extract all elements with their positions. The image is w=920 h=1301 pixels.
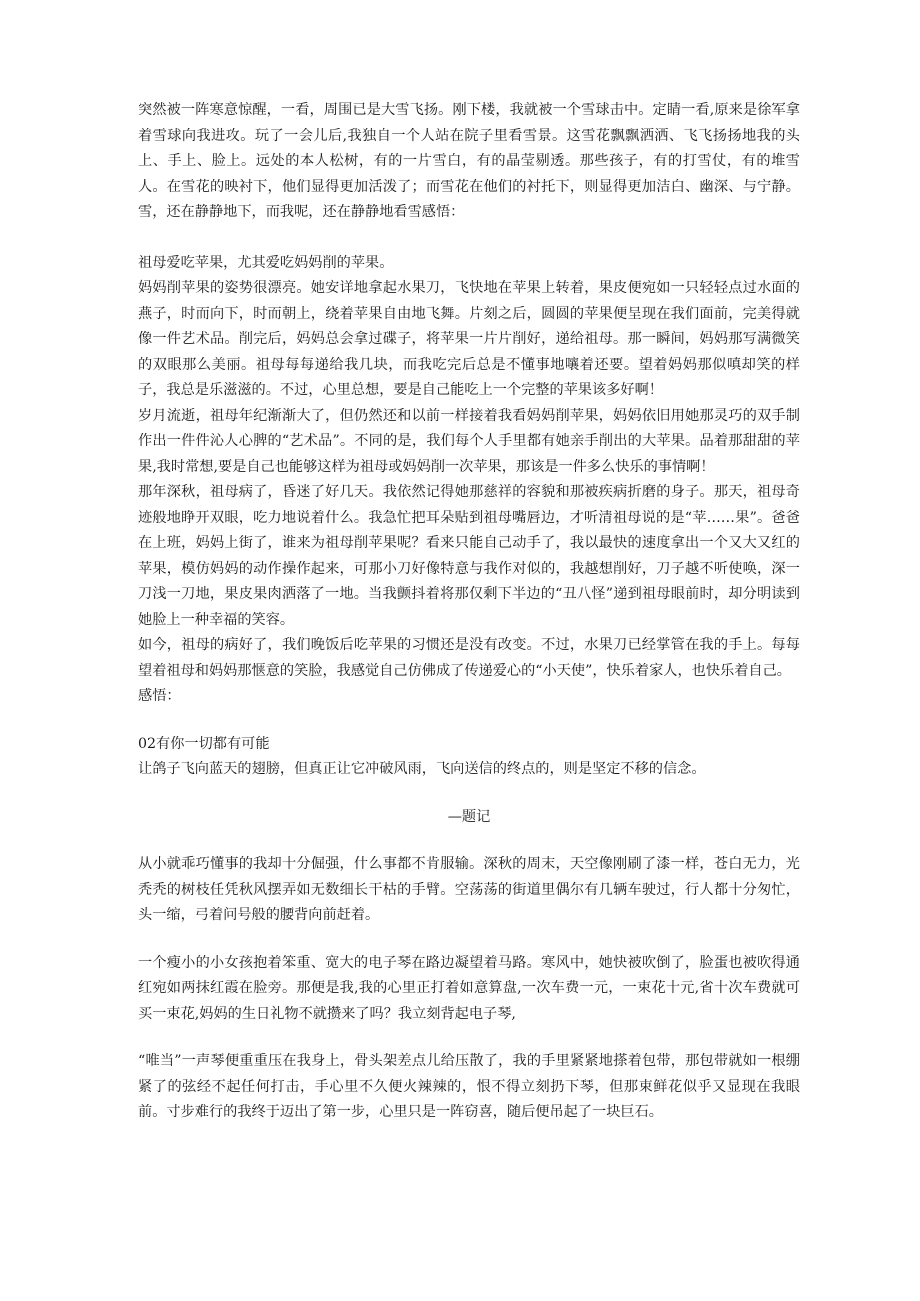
paragraph-heavy-keyboard: “唯当”一声琴便重重压在我身上，骨头架差点儿给压散了，我的手里紧紧地搽着包带，那包带就如一根绷紧了的弦经不起任何打击，手心里不久便火辣辣的，恨不得立刻扔下琴，但那束鲜花似乎又显现在我眼前。寸步难行的我终于迈出了第一步，心里只是一阵窃喜，随后便吊起了一块巨石。 [138,1053,800,1120]
paragraph-years-pass: 岁月流逝，祖母年纪渐渐大了，但仍然还和以前一样接着我看妈妈削苹果，妈妈依旧用她那灵巧的双手制作出一件件沁人心脾的“艺术品”。不同的是，我们每个人手里都有她亲手削出的大苹果。品着那甜甜的苹果,我时常想,要是自己也能够这样为祖母或妈妈削一次苹果，那该是一件多么快乐的事情啊！ [138,407,800,475]
epigraph-attribution: —题记 [447,808,491,825]
paragraph-grandma-ill: 那年深秋，祖母病了，昏迷了好几天。我依然记得她那慈祥的容貌和那被疾病折磨的身子。那天，祖母奇迹般地睁开双眼，吃力地说着什么。我急忙把耳朵贴到祖母嘴唇边，才听清祖母说的是“苹……果”。爸爸在上班，妈妈上街了，谁来为祖母削苹果呢？看来只能自己动手了，我以最快的速度拿出一个又大又红的苹果，模仿妈妈的动作操作起来，可那小刀好像特意与我作对似的，我越想削好，刀子越不听使唤，深一刀浅一刀地，果皮果肉洒落了一地。当我颤抖着将那仅剩下半边的“丑八怪”递到祖母眼前时，却分明读到她脸上一种幸福的笑容。 [138,484,800,628]
spacer [138,783,800,805]
paragraph-snow-intro: 突然被一阵寒意惊醒，一看，周围已是大雪飞扬。刚下楼，我就被一个雪球击中。定睛一看,原来是徐军拿着雪球向我进攻。玩了一会儿后,我独自一个人站在院子里看雪景。这雪花飘飘洒洒、飞飞扬扬地我的头上、手上、脸上。远处的本人松树，有的一片雪白，有的晶莹剔透。那些孩子，有的打雪仗，有的堆雪人。在雪花的映衬下，他们显得更加活泼了；而雪花在他们的衬托下，则显得更加洁白、幽深、与宁静。雪，还在静静地下，而我呢，还在静静地看雪感悟： [138,102,800,220]
spacer [138,830,800,852]
paragraph-mom-peeling: 妈妈削苹果的姿势很漂亮。她安详地拿起水果刀，飞快地在苹果上转着，果皮便宛如一只轻轻点过水面的燕子，时而向下，时而朝上，绕着苹果自由地飞舞。片刻之后，圆圆的苹果便呈现在我们面前，完美得就像一件艺术品。削完后，妈妈总会拿过碟子，将苹果一片片削好，递给祖母。那一瞬间，妈妈那写满微笑的双眼那么美丽。祖母每每递给我几块，而我吃完后总是不懂事地嚷着还要。望着妈妈那似嗔却笑的样子，我总是乐滋滋的。不过，心里总想，要是自己能吃上一个完整的苹果该多好啊！ [138,280,800,398]
section-title: 02有你一切都有可能 [138,735,270,752]
spacer [138,929,800,951]
paragraph-now: 如今，祖母的病好了，我们晚饭后吃苹果的习惯还是没有改变。不过，水果刀已经掌管在我的手上。每每望着祖母和妈妈那惬意的笑脸，我感觉自己仿佛成了传递爱心的“小天使”，快乐着家人，也快乐着自己。 [138,637,800,679]
spacer [138,710,800,732]
spacer [138,226,800,251]
spacer [138,1027,800,1049]
document-page [138,98,800,1126]
paragraph-little-girl: 一个瘦小的小女孩抱着笨重、宽大的电子琴在路边凝望着马路。寒风中，她快被吹倒了，脸蛋也被吹得通红宛如两抹红霞在脸旁。那便是我,我的心里正打着如意算盘,一次车费一元，一束花十元,省十次车费就可买一束花,妈妈的生日礼物不就攒来了吗？我立刻背起电子琴, [138,954,800,1022]
paragraph-stubborn: 从小就乖巧懂事的我却十分倔强，什么事都不肯服输。深秋的周末，天空像刚刷了漆一样，苍白无力，光秃秃的树枝任凭秋风摆弄如无数细长干枯的手臂。空荡荡的街道里偶尔有几辆车驶过，行人都十分匆忙，头一缩，弓着问号般的腰背向前赶着。 [138,856,800,923]
paragraph-reflection-label: 感悟： [138,688,181,704]
epigraph: 让鸽子飞向蓝天的翅膀，但真正让它冲破风雨，飞向送信的终点的，则是坚定不移的信念。 [138,761,706,777]
paragraph-grandma-apples: 祖母爱吃苹果，尤其爱吃妈妈削的苹果。 [138,254,394,271]
